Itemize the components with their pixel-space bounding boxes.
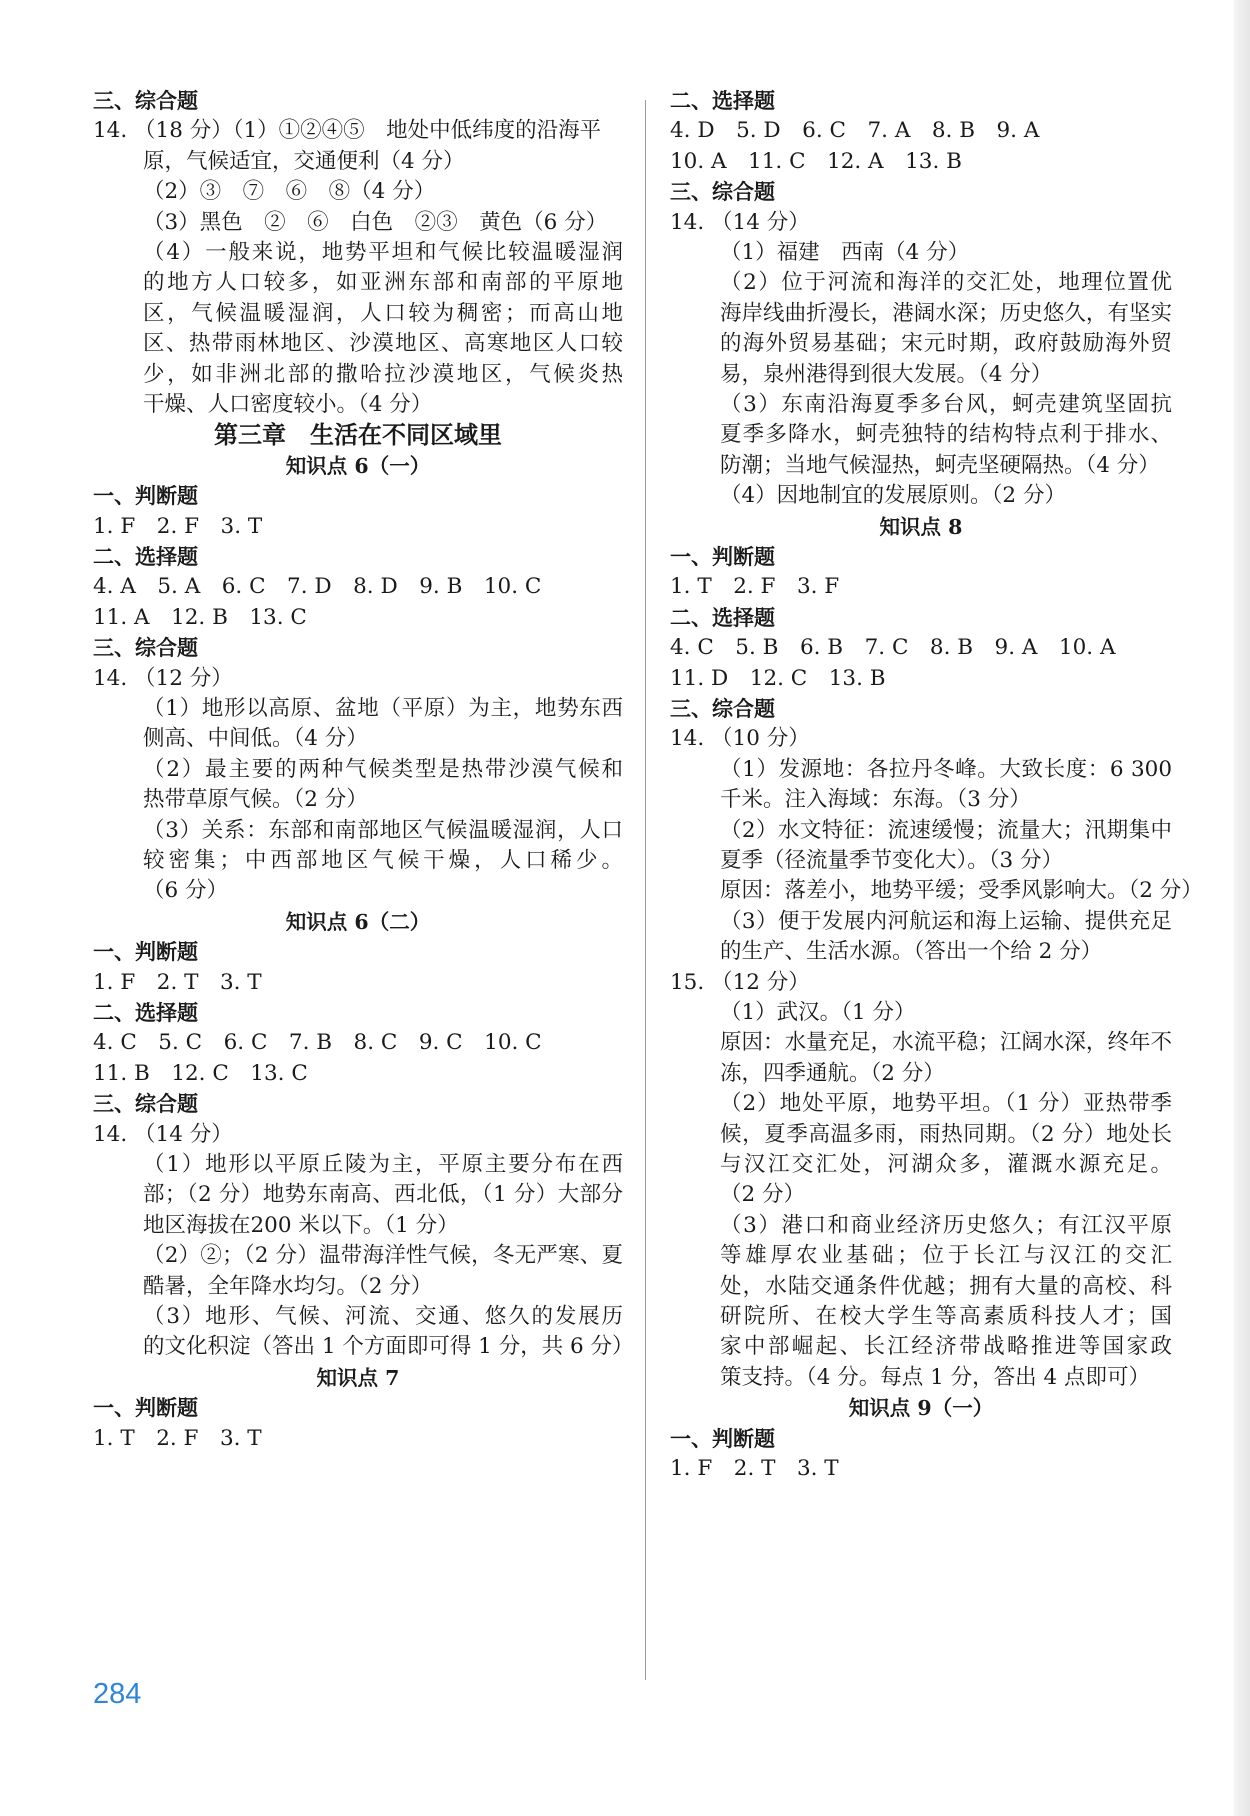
- answer-line: 的地方人口较多，如亚洲东部和南部的平原地: [143, 270, 623, 296]
- answer-line: 的海外贸易基础；宋元时期，政府鼓励海外贸: [720, 331, 1172, 357]
- answer-line: （2）③ ⑦ ⑥ ⑧（4 分）: [143, 179, 436, 205]
- answer-line: （3）东南沿海夏季多台风，蚵壳建筑坚固抗: [720, 392, 1172, 417]
- section-heading: 一、判断题: [93, 484, 198, 509]
- answer-line: 10. A 11. C 12. A 13. B: [670, 148, 962, 174]
- answer-line: （2）地处平原，地势平坦。（1 分）亚热带季: [720, 1091, 1172, 1117]
- answer-line: 14. （14 分）: [670, 209, 810, 235]
- answer-line: （3）关系：东部和南部地区气候温暖湿润，人口: [143, 817, 623, 843]
- answer-line: 策支持。（4 分。每点 1 分，答出 4 点即可）: [720, 1364, 1150, 1390]
- section-heading: 三、综合题: [670, 180, 775, 205]
- answer-line: （2）位于河流和海洋的交汇处，地理位置优: [720, 270, 1172, 296]
- answer-line: 原因：水量充足，水流平稳；江阔水深，终年不: [720, 1030, 1172, 1056]
- section-heading: 二、选择题: [670, 89, 775, 113]
- answer-line: （3）便于发展内河航运和海上运输、提供充足: [720, 908, 1172, 934]
- answer-line: （3）黑色 ② ⑥ 白色 ②③ 黄色（6 分）: [143, 209, 608, 235]
- answer-line: （4）因地制宜的发展原则。（2 分）: [720, 483, 1066, 509]
- answer-line: （3）地形、气候、河流、交通、悠久的发展历: [143, 1304, 623, 1329]
- answer-line: 部；（2 分）地势东南高、西北低，（1 分）大部分: [143, 1182, 623, 1208]
- section-heading: 一、判断题: [670, 545, 775, 569]
- answer-line: （2）②；（2 分）温带海洋性气候，冬无严寒、夏: [143, 1243, 623, 1269]
- answer-line: （2）最主要的两种气候类型是热带沙漠气候和: [143, 756, 623, 782]
- answer-line: 地区海拔在200 米以下。（1 分）: [143, 1212, 459, 1238]
- answer-line: 11. A 12. B 13. C: [93, 604, 307, 630]
- answer-line: （1）发源地：各拉丹冬峰。大致长度：6 300: [720, 756, 1172, 782]
- answer-line: 1. T 2. F 3. T: [93, 1425, 262, 1451]
- answer-line: 热带草原气候。（2 分）: [143, 787, 368, 813]
- section-heading: 三、综合题: [670, 697, 775, 721]
- answer-line: 14. （14 分）: [93, 1121, 233, 1147]
- answer-line: 4. D 5. D 6. C 7. A 8. B 9. A: [670, 118, 1040, 144]
- answer-line: 侧高、中间低。（4 分）: [143, 726, 368, 752]
- answer-line: （1）地形以平原丘陵为主，平原主要分布在西: [143, 1152, 623, 1177]
- answer-line: 处，水陆交通条件优越；拥有大量的高校、科: [720, 1273, 1172, 1299]
- answer-line: 区、热带雨林地区、沙漠地区、高寒地区人口较: [143, 331, 623, 357]
- answer-line: 较密集；中西部地区气候干燥，人口稀少。: [143, 848, 623, 873]
- answer-line: 11. D 12. C 13. B: [670, 665, 886, 691]
- answer-line: 1. F 2. F 3. T: [93, 513, 263, 539]
- answer-line: 夏季（径流量季节变化大）。（3 分）: [720, 848, 1064, 873]
- chapter-title: 第三章 生活在不同区域里: [214, 421, 502, 450]
- answer-line: 原，气候适宜，交通便利（4 分）: [143, 148, 465, 174]
- answer-line: （3）港口和商业经济历史悠久；有江汉平原: [720, 1212, 1172, 1238]
- answer-line: 4. C 5. C 6. C 7. B 8. C 9. C 10. C: [93, 1030, 542, 1056]
- column-divider: [645, 100, 646, 1680]
- answer-line: 防潮；当地气候湿热，蚵壳坚硬隔热。（4 分）: [720, 452, 1160, 478]
- answer-line: （1）地形以高原、盆地（平原）为主，地势东西: [143, 696, 623, 721]
- knowledge-point-title: 知识点 8: [879, 514, 963, 539]
- section-heading: 三、综合题: [93, 636, 198, 661]
- answer-line: 少，如非洲北部的撒哈拉沙漠地区，气候炎热: [143, 361, 623, 387]
- knowledge-point-title: 知识点 6（一）: [285, 453, 431, 478]
- answer-line: 干燥、人口密度较小。（4 分）: [143, 392, 433, 417]
- answer-line: （2 分）: [720, 1182, 806, 1208]
- answer-line: 与汉江交汇处，河湖众多，灌溉水源充足。: [720, 1152, 1172, 1177]
- section-heading: 二、选择题: [670, 605, 775, 630]
- answer-line: 研院所、在校大学生等高素质科技人才；国: [720, 1304, 1172, 1329]
- answer-line: 候，夏季高温多雨，雨热同期。（2 分）地处长: [720, 1121, 1172, 1147]
- answer-line: 冻，四季通航。（2 分）: [720, 1060, 945, 1086]
- answer-line: 14. （18 分）（1）①②④⑤ 地处中低纬度的沿海平: [93, 118, 602, 144]
- answer-line: 1. T 2. F 3. F: [670, 574, 840, 600]
- section-heading: 二、选择题: [93, 1001, 198, 1025]
- answer-line: 原因：落差小，地势平缓；受季风影响大。（2 分）: [720, 878, 1203, 904]
- answer-line: 15. （12 分）: [670, 969, 810, 995]
- knowledge-point-title: 知识点 9（一）: [848, 1396, 994, 1421]
- answer-line: 酷暑，全年降水均匀。（2 分）: [143, 1273, 433, 1299]
- answer-line: 区，气候温暖湿润，人口较为稠密；而高山地: [143, 300, 623, 326]
- answer-line: 的文化积淀（答出 1 个方面即可得 1 分，共 6 分）: [143, 1334, 634, 1360]
- section-heading: 一、判断题: [93, 940, 198, 965]
- knowledge-point-title: 知识点 6（二）: [285, 909, 431, 934]
- answer-line: 家中部崛起、长江经济带战略推进等国家政: [720, 1334, 1172, 1360]
- page-number: 284: [93, 1678, 142, 1710]
- answer-line: 1. F 2. T 3. T: [93, 969, 262, 995]
- section-heading: 一、判断题: [670, 1426, 775, 1451]
- answer-line: 的生产、生活水源。（答出一个给 2 分）: [720, 939, 1103, 965]
- answer-line: （2）水文特征：流速缓慢；流量大；汛期集中: [720, 817, 1172, 843]
- answer-line: 夏季多降水，蚵壳独特的结构特点利于排水、: [720, 422, 1172, 448]
- answer-line: （1）福建 西南（4 分）: [720, 240, 970, 265]
- answer-line: 海岸线曲折漫长，港阔水深；历史悠久，有坚实: [720, 300, 1172, 326]
- answer-line: 千米。注入海域：东海。（3 分）: [720, 787, 1031, 813]
- answer-line: 4. C 5. B 6. B 7. C 8. B 9. A 10. A: [670, 635, 1116, 661]
- answer-line: （4）一般来说，地势平坦和气候比较温暖湿润: [143, 240, 623, 265]
- answer-line: 11. B 12. C 13. C: [93, 1060, 308, 1086]
- answer-line: 4. A 5. A 6. C 7. D 8. D 9. B 10. C: [93, 574, 542, 600]
- section-heading: 三、综合题: [93, 89, 198, 113]
- knowledge-point-title: 知识点 7: [316, 1365, 400, 1390]
- answer-line: （1）武汉。（1 分）: [720, 1000, 916, 1025]
- answer-line: 14. （10 分）: [670, 726, 810, 752]
- answer-line: 等雄厚农业基础；位于长江与汉江的交汇: [720, 1243, 1172, 1269]
- page-edge: [1234, 0, 1250, 1816]
- answer-line: （6 分）: [143, 878, 229, 904]
- answer-line: 1. F 2. T 3. T: [670, 1456, 839, 1481]
- answer-line: 14. （12 分）: [93, 665, 233, 691]
- answer-line: 易，泉州港得到很大发展。（4 分）: [720, 361, 1053, 387]
- section-heading: 一、判断题: [93, 1396, 198, 1421]
- section-heading: 二、选择题: [93, 545, 198, 569]
- section-heading: 三、综合题: [93, 1092, 198, 1117]
